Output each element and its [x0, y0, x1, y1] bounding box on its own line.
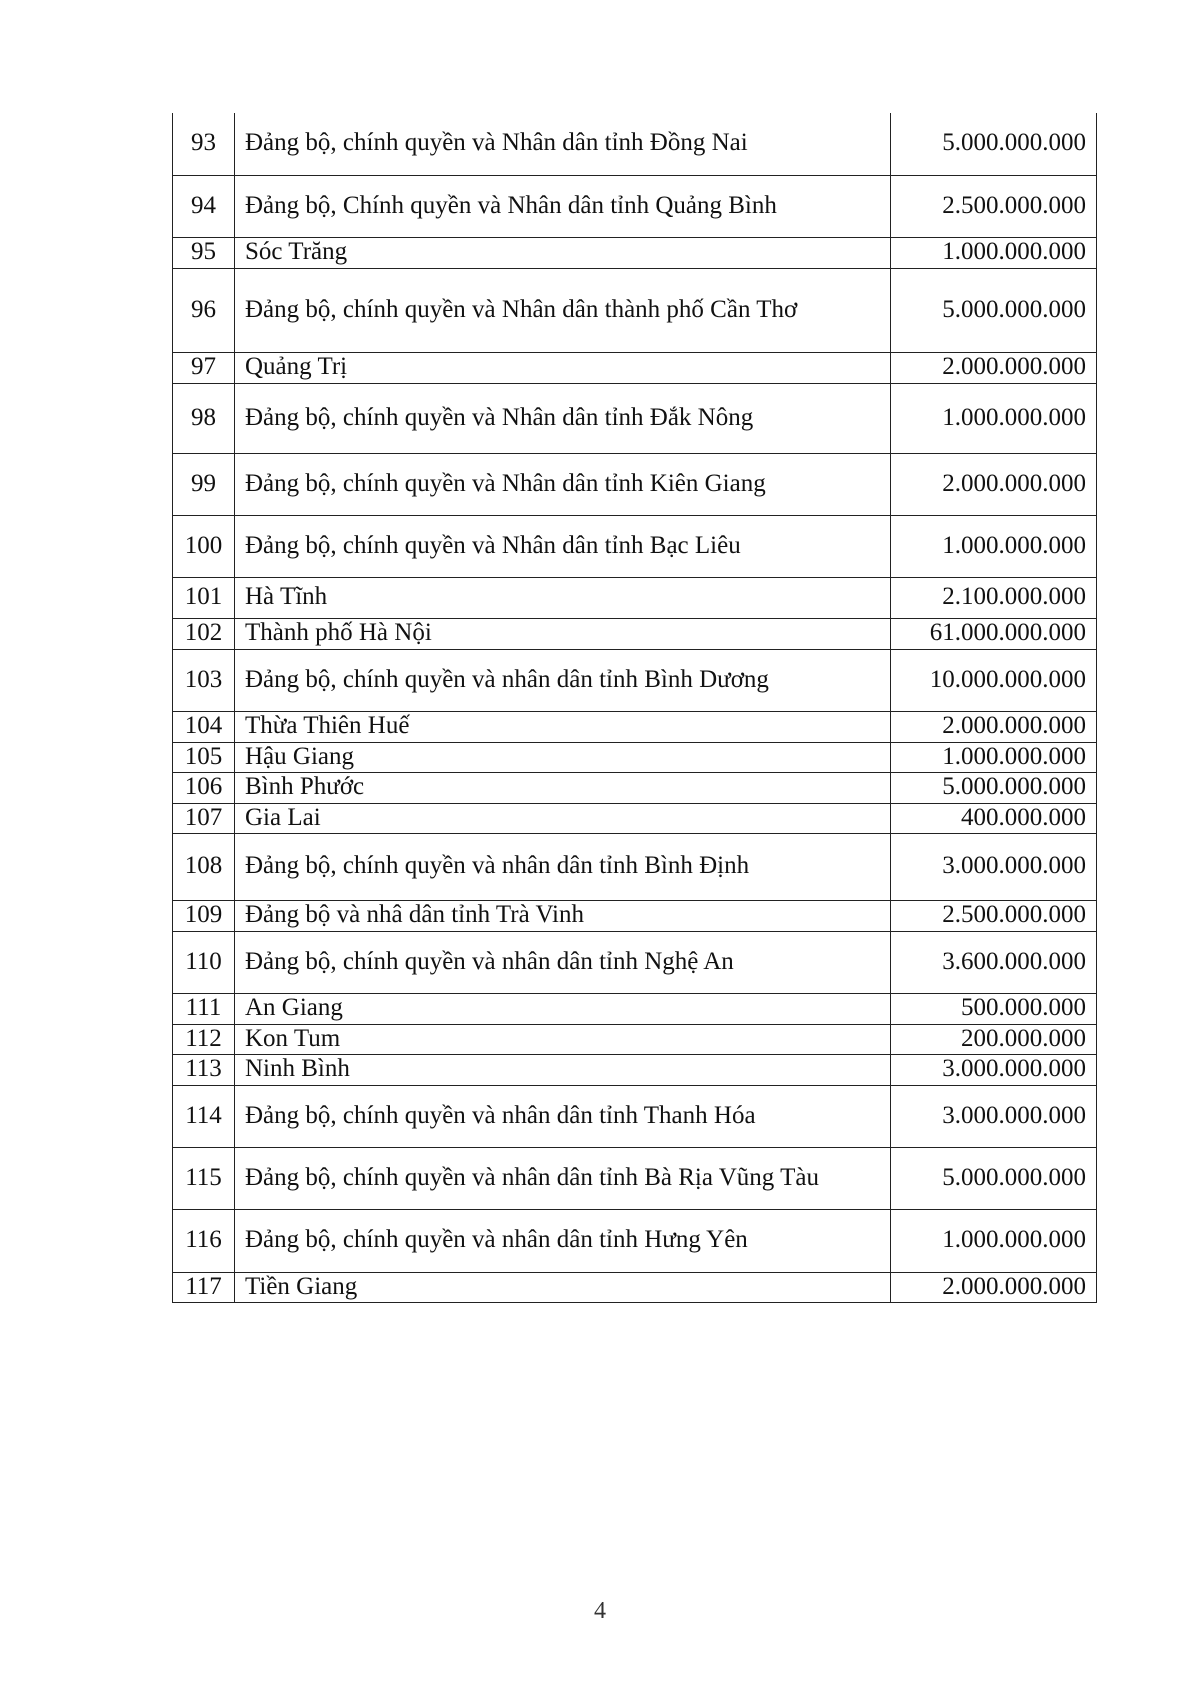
donation-amount: 500.000.000: [891, 993, 1097, 1024]
table-row: [173, 993, 1097, 1024]
donor-name: Thành phố Hà Nội: [235, 618, 891, 649]
donation-amount: 3.000.000.000: [891, 1054, 1097, 1085]
donation-amount: 400.000.000: [891, 803, 1097, 833]
donation-amount: 3.000.000.000: [891, 833, 1097, 900]
row-number: 96: [173, 268, 235, 352]
donation-amount: 1.000.000.000: [891, 515, 1097, 577]
row-number: 106: [173, 772, 235, 803]
donor-name: Đảng bộ, chính quyền và nhân dân tỉnh Bình Dương: [235, 649, 891, 711]
row-number: 105: [173, 742, 235, 772]
table-row: [173, 175, 1097, 237]
row-number: 93: [173, 113, 235, 175]
row-number: 111: [173, 993, 235, 1024]
donor-name: Gia Lai: [235, 803, 891, 833]
donation-amount: 5.000.000.000: [891, 772, 1097, 803]
table-row: [173, 742, 1097, 772]
table-row: [173, 515, 1097, 577]
donor-name: Đảng bộ, chính quyền và nhân dân tỉnh Bình Định: [235, 833, 891, 900]
donation-amount: 1.000.000.000: [891, 1209, 1097, 1272]
donor-name: Đảng bộ, chính quyền và nhân dân tỉnh Thanh Hóa: [235, 1085, 891, 1147]
donation-amount: 2.500.000.000: [891, 175, 1097, 237]
table-body: [173, 113, 1097, 1302]
donor-name: Bình Phước: [235, 772, 891, 803]
donation-amount: 5.000.000.000: [891, 1147, 1097, 1209]
table-row: [173, 113, 1097, 175]
donation-amount: 3.600.000.000: [891, 931, 1097, 993]
table-row: [173, 237, 1097, 268]
donor-name: Đảng bộ, chính quyền và Nhân dân tỉnh Kiên Giang: [235, 453, 891, 515]
table-row: [173, 900, 1097, 931]
row-number: 97: [173, 352, 235, 383]
table-row: [173, 453, 1097, 515]
donor-name: Đảng bộ, chính quyền và nhân dân tỉnh Bà Rịa Vũng Tàu: [235, 1147, 891, 1209]
donor-name: Đảng bộ, chính quyền và Nhân dân tỉnh Đắk Nông: [235, 383, 891, 453]
table-row: [173, 618, 1097, 649]
donation-amount: 3.000.000.000: [891, 1085, 1097, 1147]
row-number: 95: [173, 237, 235, 268]
table-row: [173, 772, 1097, 803]
donor-name: Đảng bộ, chính quyền và Nhân dân tỉnh Bạc Liêu: [235, 515, 891, 577]
table-row: [173, 931, 1097, 993]
donor-name: Hà Tĩnh: [235, 577, 891, 618]
row-number: 100: [173, 515, 235, 577]
donor-name: Đảng bộ, chính quyền và Nhân dân thành phố Cần Thơ: [235, 268, 891, 352]
table-row: [173, 803, 1097, 833]
table-row: [173, 383, 1097, 453]
table-row: [173, 1147, 1097, 1209]
table-row: [173, 1272, 1097, 1302]
row-number: 102: [173, 618, 235, 649]
donation-amount: 2.500.000.000: [891, 900, 1097, 931]
table-row: [173, 352, 1097, 383]
donation-amount: 200.000.000: [891, 1024, 1097, 1054]
table-row: [173, 268, 1097, 352]
donor-name: Đảng bộ, chính quyền và Nhân dân tỉnh Đồng Nai: [235, 113, 891, 175]
table-row: [173, 1054, 1097, 1085]
row-number: 98: [173, 383, 235, 453]
donation-amount: 1.000.000.000: [891, 383, 1097, 453]
donor-name: Sóc Trăng: [235, 237, 891, 268]
donation-amount: 1.000.000.000: [891, 237, 1097, 268]
row-number: 113: [173, 1054, 235, 1085]
row-number: 112: [173, 1024, 235, 1054]
table-row: [173, 711, 1097, 742]
table-row: [173, 1209, 1097, 1272]
donor-name: Đảng bộ, chính quyền và nhân dân tỉnh Hưng Yên: [235, 1209, 891, 1272]
table-row: [173, 833, 1097, 900]
donation-amount: 5.000.000.000: [891, 268, 1097, 352]
donation-amount: 61.000.000.000: [891, 618, 1097, 649]
donation-table: [172, 113, 1097, 1303]
donor-name: Ninh Bình: [235, 1054, 891, 1085]
table-row: [173, 649, 1097, 711]
donation-amount: 5.000.000.000: [891, 113, 1097, 175]
donor-name: Hậu Giang: [235, 742, 891, 772]
donation-amount: 2.000.000.000: [891, 453, 1097, 515]
row-number: 109: [173, 900, 235, 931]
donation-amount: 2.000.000.000: [891, 1272, 1097, 1302]
table-row: [173, 1085, 1097, 1147]
row-number: 104: [173, 711, 235, 742]
donor-name: Đảng bộ, Chính quyền và Nhân dân tỉnh Quảng Bình: [235, 175, 891, 237]
donor-name: Kon Tum: [235, 1024, 891, 1054]
donor-name: Tiền Giang: [235, 1272, 891, 1302]
row-number: 94: [173, 175, 235, 237]
row-number: 116: [173, 1209, 235, 1272]
row-number: 115: [173, 1147, 235, 1209]
donor-name: Thừa Thiên Huế: [235, 711, 891, 742]
page-number: 4: [594, 1598, 606, 1624]
donation-amount: 10.000.000.000: [891, 649, 1097, 711]
donation-amount: 2.000.000.000: [891, 711, 1097, 742]
donor-name: Đảng bộ và nhâ dân tỉnh Trà Vinh: [235, 900, 891, 931]
row-number: 108: [173, 833, 235, 900]
row-number: 107: [173, 803, 235, 833]
table-row: [173, 1024, 1097, 1054]
row-number: 99: [173, 453, 235, 515]
row-number: 101: [173, 577, 235, 618]
donation-amount: 2.000.000.000: [891, 352, 1097, 383]
row-number: 114: [173, 1085, 235, 1147]
donor-name: Đảng bộ, chính quyền và nhân dân tỉnh Nghệ An: [235, 931, 891, 993]
donor-name: Quảng Trị: [235, 352, 891, 383]
donation-amount: 2.100.000.000: [891, 577, 1097, 618]
row-number: 117: [173, 1272, 235, 1302]
table-row: [173, 577, 1097, 618]
donor-name: An Giang: [235, 993, 891, 1024]
row-number: 110: [173, 931, 235, 993]
donation-amount: 1.000.000.000: [891, 742, 1097, 772]
row-number: 103: [173, 649, 235, 711]
